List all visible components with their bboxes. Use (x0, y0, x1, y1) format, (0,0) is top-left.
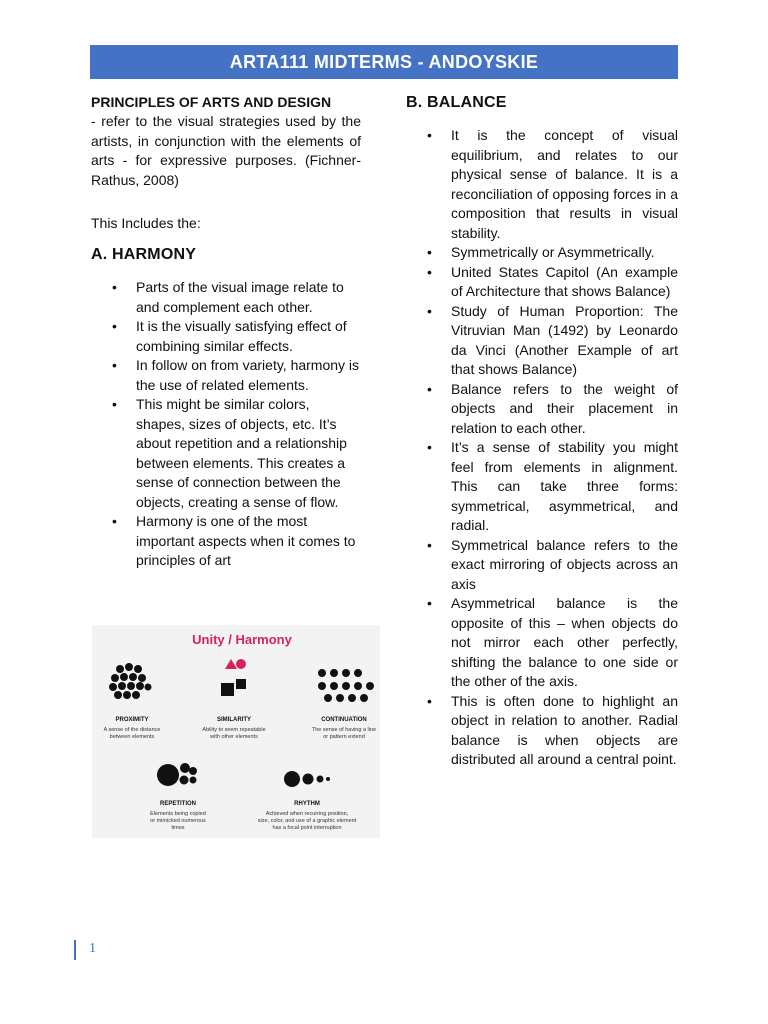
continuation-dots-icon (318, 669, 374, 702)
balance-bullet: • Symmetrically or Asymmetrically. (406, 243, 678, 263)
repetition-circles-icon (157, 763, 197, 786)
harmony-bullet: • Parts of the visual image relate to and complement each other. (91, 278, 361, 317)
harmony-bullet: • This might be similar colors, shapes, sizes of objects, etc. It’s about repetition and a relationship between elements. This creates a sense of connection between the objects, creating a sense of flow. (91, 395, 361, 512)
right-column (406, 92, 678, 770)
left-column (91, 92, 361, 571)
intro-text: - refer to the visual strategies used by the artists, in conjunction with the elements of arts - for expressive purposes. (Fichner-Rathus, 2008) (91, 113, 361, 188)
continuation-desc: or pattern extend (323, 734, 365, 740)
unity-harmony-figure (92, 625, 380, 838)
harmony-bullet: • Harmony is one of the most important aspects when it comes to principles of art (91, 512, 361, 571)
balance-bullet: • Asymmetrical balance is the opposite of this – when objects do not mirror each other perfectly, shifting the balance to one side or the other of the axis. (406, 594, 678, 692)
includes-text: This Includes the: (91, 215, 201, 231)
similarity-desc: Ability to seem repeatable (202, 727, 266, 733)
repetition-desc: or mimicked numerous (150, 818, 206, 824)
figure-title: Unity / Harmony (192, 632, 292, 647)
proximity-label: PROXIMITY (115, 717, 149, 723)
rhythm-desc: size, color, and use of a graphic element (257, 818, 357, 824)
harmony-bullet: • In follow on from variety, harmony is the use of related elements. (91, 356, 361, 395)
balance-bullet: • It’s a sense of stability you might feel from elements in alignment. This can take three forms: symmetrical, asymmetrical, and radial. (406, 438, 678, 536)
repetition-label: REPETITION (159, 801, 197, 807)
unity-harmony-diagram (92, 625, 380, 838)
page-number-divider (74, 940, 76, 960)
balance-heading: B. BALANCE (406, 94, 507, 111)
harmony-bullet-list (91, 278, 361, 571)
proximity-dots-icon (109, 663, 152, 699)
page-number: 1 (89, 941, 96, 956)
balance-bullet: • United States Capitol (An example of Architecture that shows Balance) (406, 263, 678, 302)
harmony-heading: A. HARMONY (91, 246, 197, 263)
repetition-desc: times (171, 825, 185, 831)
balance-bullet: • Study of Human Proportion: The Vitruvian Man (1492) by Leonardo da Vinci (Another Example of art that shows Balance) (406, 302, 678, 380)
rhythm-desc: Achieved when recurring position, (265, 811, 349, 817)
intro-heading: PRINCIPLES OF ARTS AND DESIGN (91, 94, 332, 110)
continuation-label: CONTINUATION (321, 717, 367, 723)
repetition-desc: Elements being copied (150, 811, 206, 817)
harmony-bullet: • It is the visually satisfying effect of combining similar effects. (91, 317, 361, 356)
similarity-label: SIMILARITY (217, 717, 251, 723)
document-title: ARTA111 MIDTERMS - ANDOYSKIE (229, 51, 539, 72)
balance-bullet: • Symmetrical balance refers to the exact mirroring of objects across an axis (406, 536, 678, 595)
rhythm-label: RHYTHM (294, 801, 320, 807)
rhythm-desc: has a focal point interruption (272, 825, 342, 831)
balance-bullet: • Balance refers to the weight of objects and their placement in relation to each other. (406, 380, 678, 439)
similarity-desc: with other elements (210, 734, 258, 740)
proximity-desc: A sense of the distance (103, 727, 161, 733)
balance-bullet: • This is often done to highlight an object in relation to another. Radial balance is when objects are distributed all around a central point. (406, 692, 678, 770)
continuation-desc: The sense of having a line (311, 727, 377, 733)
balance-bullet: • It is the concept of visual equilibrium, and relates to our physical sense of balance. It is a reconciliation of opposing forces in a composition that results in visual stability. (406, 126, 678, 243)
similarity-shapes-icon (221, 659, 246, 696)
balance-bullet-list (406, 126, 678, 770)
rhythm-circles-icon (284, 771, 330, 787)
document-title-banner (90, 45, 678, 79)
proximity-desc: between elements (109, 734, 155, 740)
